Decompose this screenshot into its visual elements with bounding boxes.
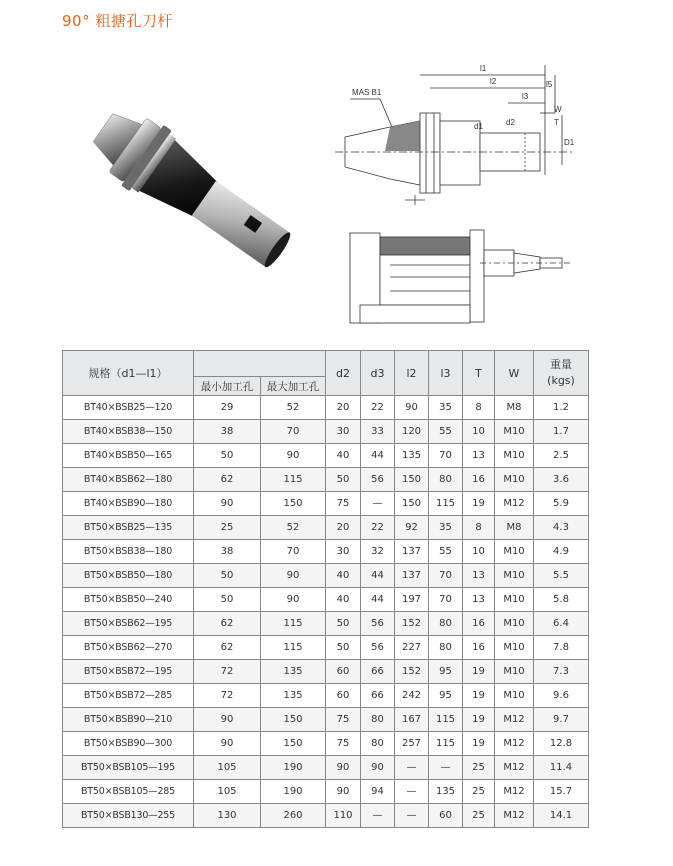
cell-d3: 32 (361, 540, 395, 564)
cell-T: 16 (463, 468, 495, 492)
header-d2: d2 (326, 351, 361, 396)
cell-wt: 2.5 (534, 444, 589, 468)
cell-d2: 60 (326, 660, 361, 684)
cell-d3: 22 (361, 516, 395, 540)
cell-max: 52 (261, 516, 326, 540)
header-d3: d3 (361, 351, 395, 396)
cell-min: 72 (194, 684, 261, 708)
cell-d2: 75 (326, 708, 361, 732)
cell-W: M8 (495, 516, 534, 540)
cell-d3: 90 (361, 756, 395, 780)
cell-d3: 66 (361, 684, 395, 708)
cell-max: 115 (261, 612, 326, 636)
cell-l3: 70 (429, 588, 463, 612)
table-row (63, 732, 589, 756)
cell-l2: 92 (395, 516, 429, 540)
label-d2: d2 (506, 118, 515, 127)
cell-d3: 80 (361, 708, 395, 732)
cell-min: 50 (194, 444, 261, 468)
cell-W: M10 (495, 420, 534, 444)
cell-d3: 80 (361, 732, 395, 756)
cell-wt: 3.6 (534, 468, 589, 492)
cell-T: 13 (463, 564, 495, 588)
header-weight-label: 重量 (550, 358, 572, 371)
table-row (63, 804, 589, 828)
cell-d3: 44 (361, 564, 395, 588)
cell-min: 90 (194, 492, 261, 516)
cell-d3: — (361, 804, 395, 828)
header-min-bore: 最小加工孔 (194, 377, 261, 396)
cell-min: 105 (194, 756, 261, 780)
cell-l2: — (395, 756, 429, 780)
cell-l2: — (395, 780, 429, 804)
cell-wt: 6.4 (534, 612, 589, 636)
cell-max: 115 (261, 636, 326, 660)
cell-spec: BT50×BSB72—195 (63, 660, 194, 684)
cell-min: 29 (194, 396, 261, 420)
cell-max: 90 (261, 444, 326, 468)
cell-W: M12 (495, 756, 534, 780)
cell-l2: 137 (395, 540, 429, 564)
cell-T: 8 (463, 516, 495, 540)
cell-min: 90 (194, 732, 261, 756)
cell-T: 19 (463, 492, 495, 516)
cell-d2: 20 (326, 396, 361, 420)
cell-spec: BT40×BSB90—180 (63, 492, 194, 516)
cell-l3: 70 (429, 444, 463, 468)
cell-l3: 80 (429, 468, 463, 492)
cell-T: 13 (463, 444, 495, 468)
cell-T: 16 (463, 636, 495, 660)
cell-T: 10 (463, 540, 495, 564)
cell-l3: 60 (429, 804, 463, 828)
cell-max: 150 (261, 708, 326, 732)
tool-holder-photo (60, 60, 310, 310)
cell-min: 130 (194, 804, 261, 828)
cell-d2: 50 (326, 468, 361, 492)
cell-l2: 197 (395, 588, 429, 612)
cell-spec: BT40×BSB25—120 (63, 396, 194, 420)
cell-l3: — (429, 756, 463, 780)
cell-d3: 56 (361, 612, 395, 636)
cell-W: M12 (495, 804, 534, 828)
cell-T: 19 (463, 732, 495, 756)
spec-table (62, 350, 589, 828)
label-l5: l5 (546, 80, 553, 89)
cell-W: M10 (495, 588, 534, 612)
cell-wt: 7.3 (534, 660, 589, 684)
cell-min: 50 (194, 564, 261, 588)
cell-max: 90 (261, 564, 326, 588)
cell-max: 150 (261, 732, 326, 756)
cell-d2: 90 (326, 780, 361, 804)
label-mas-b1: MAS B1 (352, 88, 382, 97)
cell-d2: 75 (326, 732, 361, 756)
label-l2: l2 (490, 77, 497, 86)
cell-W: M10 (495, 468, 534, 492)
label-w: W (554, 105, 562, 114)
table-row (63, 468, 589, 492)
cell-l2: 150 (395, 468, 429, 492)
cell-spec: BT50×BSB25—135 (63, 516, 194, 540)
cell-d2: 40 (326, 588, 361, 612)
label-t: T (554, 118, 559, 127)
table-row (63, 492, 589, 516)
cell-wt: 14.1 (534, 804, 589, 828)
cell-W: M10 (495, 444, 534, 468)
table-row (63, 780, 589, 804)
cell-d2: 30 (326, 420, 361, 444)
cell-l2: 257 (395, 732, 429, 756)
cell-l3: 95 (429, 660, 463, 684)
cell-min: 62 (194, 468, 261, 492)
technical-drawing (330, 55, 580, 335)
header-spec: 规格（d1—l1） (63, 351, 194, 396)
cell-wt: 15.7 (534, 780, 589, 804)
cell-d2: 90 (326, 756, 361, 780)
cell-T: 16 (463, 612, 495, 636)
cell-d2: 30 (326, 540, 361, 564)
cell-T: 19 (463, 660, 495, 684)
cell-min: 105 (194, 780, 261, 804)
cell-spec: BT40×BSB62—180 (63, 468, 194, 492)
cell-W: M10 (495, 636, 534, 660)
cell-T: 10 (463, 420, 495, 444)
cell-l3: 35 (429, 396, 463, 420)
header-max-bore: 最大加工孔 (261, 377, 326, 396)
cell-max: 135 (261, 660, 326, 684)
cell-W: M12 (495, 780, 534, 804)
label-l1: l1 (480, 64, 487, 73)
table-row (63, 708, 589, 732)
table-row (63, 612, 589, 636)
header-weight-unit: (kgs) (547, 374, 575, 387)
cell-spec: BT50×BSB90—210 (63, 708, 194, 732)
cell-T: 25 (463, 804, 495, 828)
cell-min: 90 (194, 708, 261, 732)
cell-wt: 12.8 (534, 732, 589, 756)
cell-W: M12 (495, 732, 534, 756)
cell-T: 25 (463, 756, 495, 780)
cell-W: M10 (495, 684, 534, 708)
cell-d3: 66 (361, 660, 395, 684)
cell-W: M12 (495, 708, 534, 732)
cell-min: 25 (194, 516, 261, 540)
table-row (63, 684, 589, 708)
cell-T: 8 (463, 396, 495, 420)
cell-max: 135 (261, 684, 326, 708)
cell-wt: 1.7 (534, 420, 589, 444)
cell-l2: 152 (395, 660, 429, 684)
cell-min: 50 (194, 588, 261, 612)
cell-max: 52 (261, 396, 326, 420)
cell-spec: BT50×BSB72—285 (63, 684, 194, 708)
cell-d2: 110 (326, 804, 361, 828)
cell-max: 115 (261, 468, 326, 492)
cell-l3: 115 (429, 708, 463, 732)
cell-max: 190 (261, 780, 326, 804)
table-row (63, 588, 589, 612)
cell-d3: 56 (361, 636, 395, 660)
cell-spec: BT50×BSB105—285 (63, 780, 194, 804)
cell-max: 70 (261, 420, 326, 444)
cell-l2: 137 (395, 564, 429, 588)
cell-l3: 80 (429, 612, 463, 636)
cell-l3: 55 (429, 540, 463, 564)
cell-min: 62 (194, 636, 261, 660)
cell-d3: 44 (361, 588, 395, 612)
cell-wt: 5.9 (534, 492, 589, 516)
cell-wt: 9.6 (534, 684, 589, 708)
table-row (63, 660, 589, 684)
cell-l3: 135 (429, 780, 463, 804)
cell-d2: 50 (326, 636, 361, 660)
cell-l3: 115 (429, 492, 463, 516)
header-l2: l2 (395, 351, 429, 396)
cell-max: 70 (261, 540, 326, 564)
cell-spec: BT50×BSB62—270 (63, 636, 194, 660)
cell-spec: BT50×BSB38—180 (63, 540, 194, 564)
cell-l2: 152 (395, 612, 429, 636)
cell-l2: 135 (395, 444, 429, 468)
cell-W: M10 (495, 540, 534, 564)
cell-l3: 35 (429, 516, 463, 540)
cell-spec: BT50×BSB50—180 (63, 564, 194, 588)
table-row (63, 516, 589, 540)
cell-spec: BT50×BSB105—195 (63, 756, 194, 780)
cell-l2: 150 (395, 492, 429, 516)
cell-min: 38 (194, 540, 261, 564)
cell-wt: 11.4 (534, 756, 589, 780)
cell-wt: 1.2 (534, 396, 589, 420)
page-title: 90° 粗搪孔刀杆 (62, 12, 173, 30)
header-t: T (463, 351, 495, 396)
header-w: W (495, 351, 534, 396)
table-row (63, 636, 589, 660)
header-bore-group (194, 351, 326, 377)
cell-d2: 20 (326, 516, 361, 540)
cell-W: M8 (495, 396, 534, 420)
cell-wt: 5.5 (534, 564, 589, 588)
table-row (63, 540, 589, 564)
table-row (63, 444, 589, 468)
header-weight (534, 351, 589, 396)
cell-wt: 9.7 (534, 708, 589, 732)
cell-l2: 227 (395, 636, 429, 660)
cell-max: 260 (261, 804, 326, 828)
cell-d3: 22 (361, 396, 395, 420)
cell-d3: 56 (361, 468, 395, 492)
cell-W: M12 (495, 492, 534, 516)
cell-d2: 75 (326, 492, 361, 516)
cell-max: 90 (261, 588, 326, 612)
cell-d2: 60 (326, 684, 361, 708)
cell-W: M10 (495, 612, 534, 636)
cell-d3: — (361, 492, 395, 516)
cell-wt: 5.8 (534, 588, 589, 612)
cell-T: 19 (463, 684, 495, 708)
cell-max: 190 (261, 756, 326, 780)
table-row (63, 396, 589, 420)
cell-d2: 40 (326, 444, 361, 468)
cell-wt: 7.8 (534, 636, 589, 660)
cell-min: 38 (194, 420, 261, 444)
table-row (63, 420, 589, 444)
cell-max: 150 (261, 492, 326, 516)
cell-spec: BT50×BSB130—255 (63, 804, 194, 828)
cell-l2: 242 (395, 684, 429, 708)
cell-min: 62 (194, 612, 261, 636)
cell-T: 13 (463, 588, 495, 612)
cell-l2: 167 (395, 708, 429, 732)
cell-spec: BT40×BSB38—150 (63, 420, 194, 444)
cell-d2: 50 (326, 612, 361, 636)
label-D1: D1 (564, 138, 575, 147)
cell-l2: 120 (395, 420, 429, 444)
header-l3: l3 (429, 351, 463, 396)
cell-l2: 90 (395, 396, 429, 420)
cell-T: 25 (463, 780, 495, 804)
cell-spec: BT50×BSB62—195 (63, 612, 194, 636)
cell-d3: 33 (361, 420, 395, 444)
cell-spec: BT40×BSB50—165 (63, 444, 194, 468)
cell-wt: 4.9 (534, 540, 589, 564)
cell-min: 72 (194, 660, 261, 684)
cell-T: 19 (463, 708, 495, 732)
label-d1: d1 (474, 122, 483, 131)
cell-spec: BT50×BSB50—240 (63, 588, 194, 612)
cell-l3: 115 (429, 732, 463, 756)
cell-spec: BT50×BSB90—300 (63, 732, 194, 756)
cell-l3: 55 (429, 420, 463, 444)
cell-d2: 40 (326, 564, 361, 588)
cell-l3: 70 (429, 564, 463, 588)
table-row (63, 564, 589, 588)
label-l3: l3 (522, 92, 529, 101)
cell-d3: 94 (361, 780, 395, 804)
cell-wt: 4.3 (534, 516, 589, 540)
cell-l3: 80 (429, 636, 463, 660)
cell-d3: 44 (361, 444, 395, 468)
table-row (63, 756, 589, 780)
cell-W: M10 (495, 660, 534, 684)
cell-l3: 95 (429, 684, 463, 708)
cell-W: M10 (495, 564, 534, 588)
cell-l2: — (395, 804, 429, 828)
